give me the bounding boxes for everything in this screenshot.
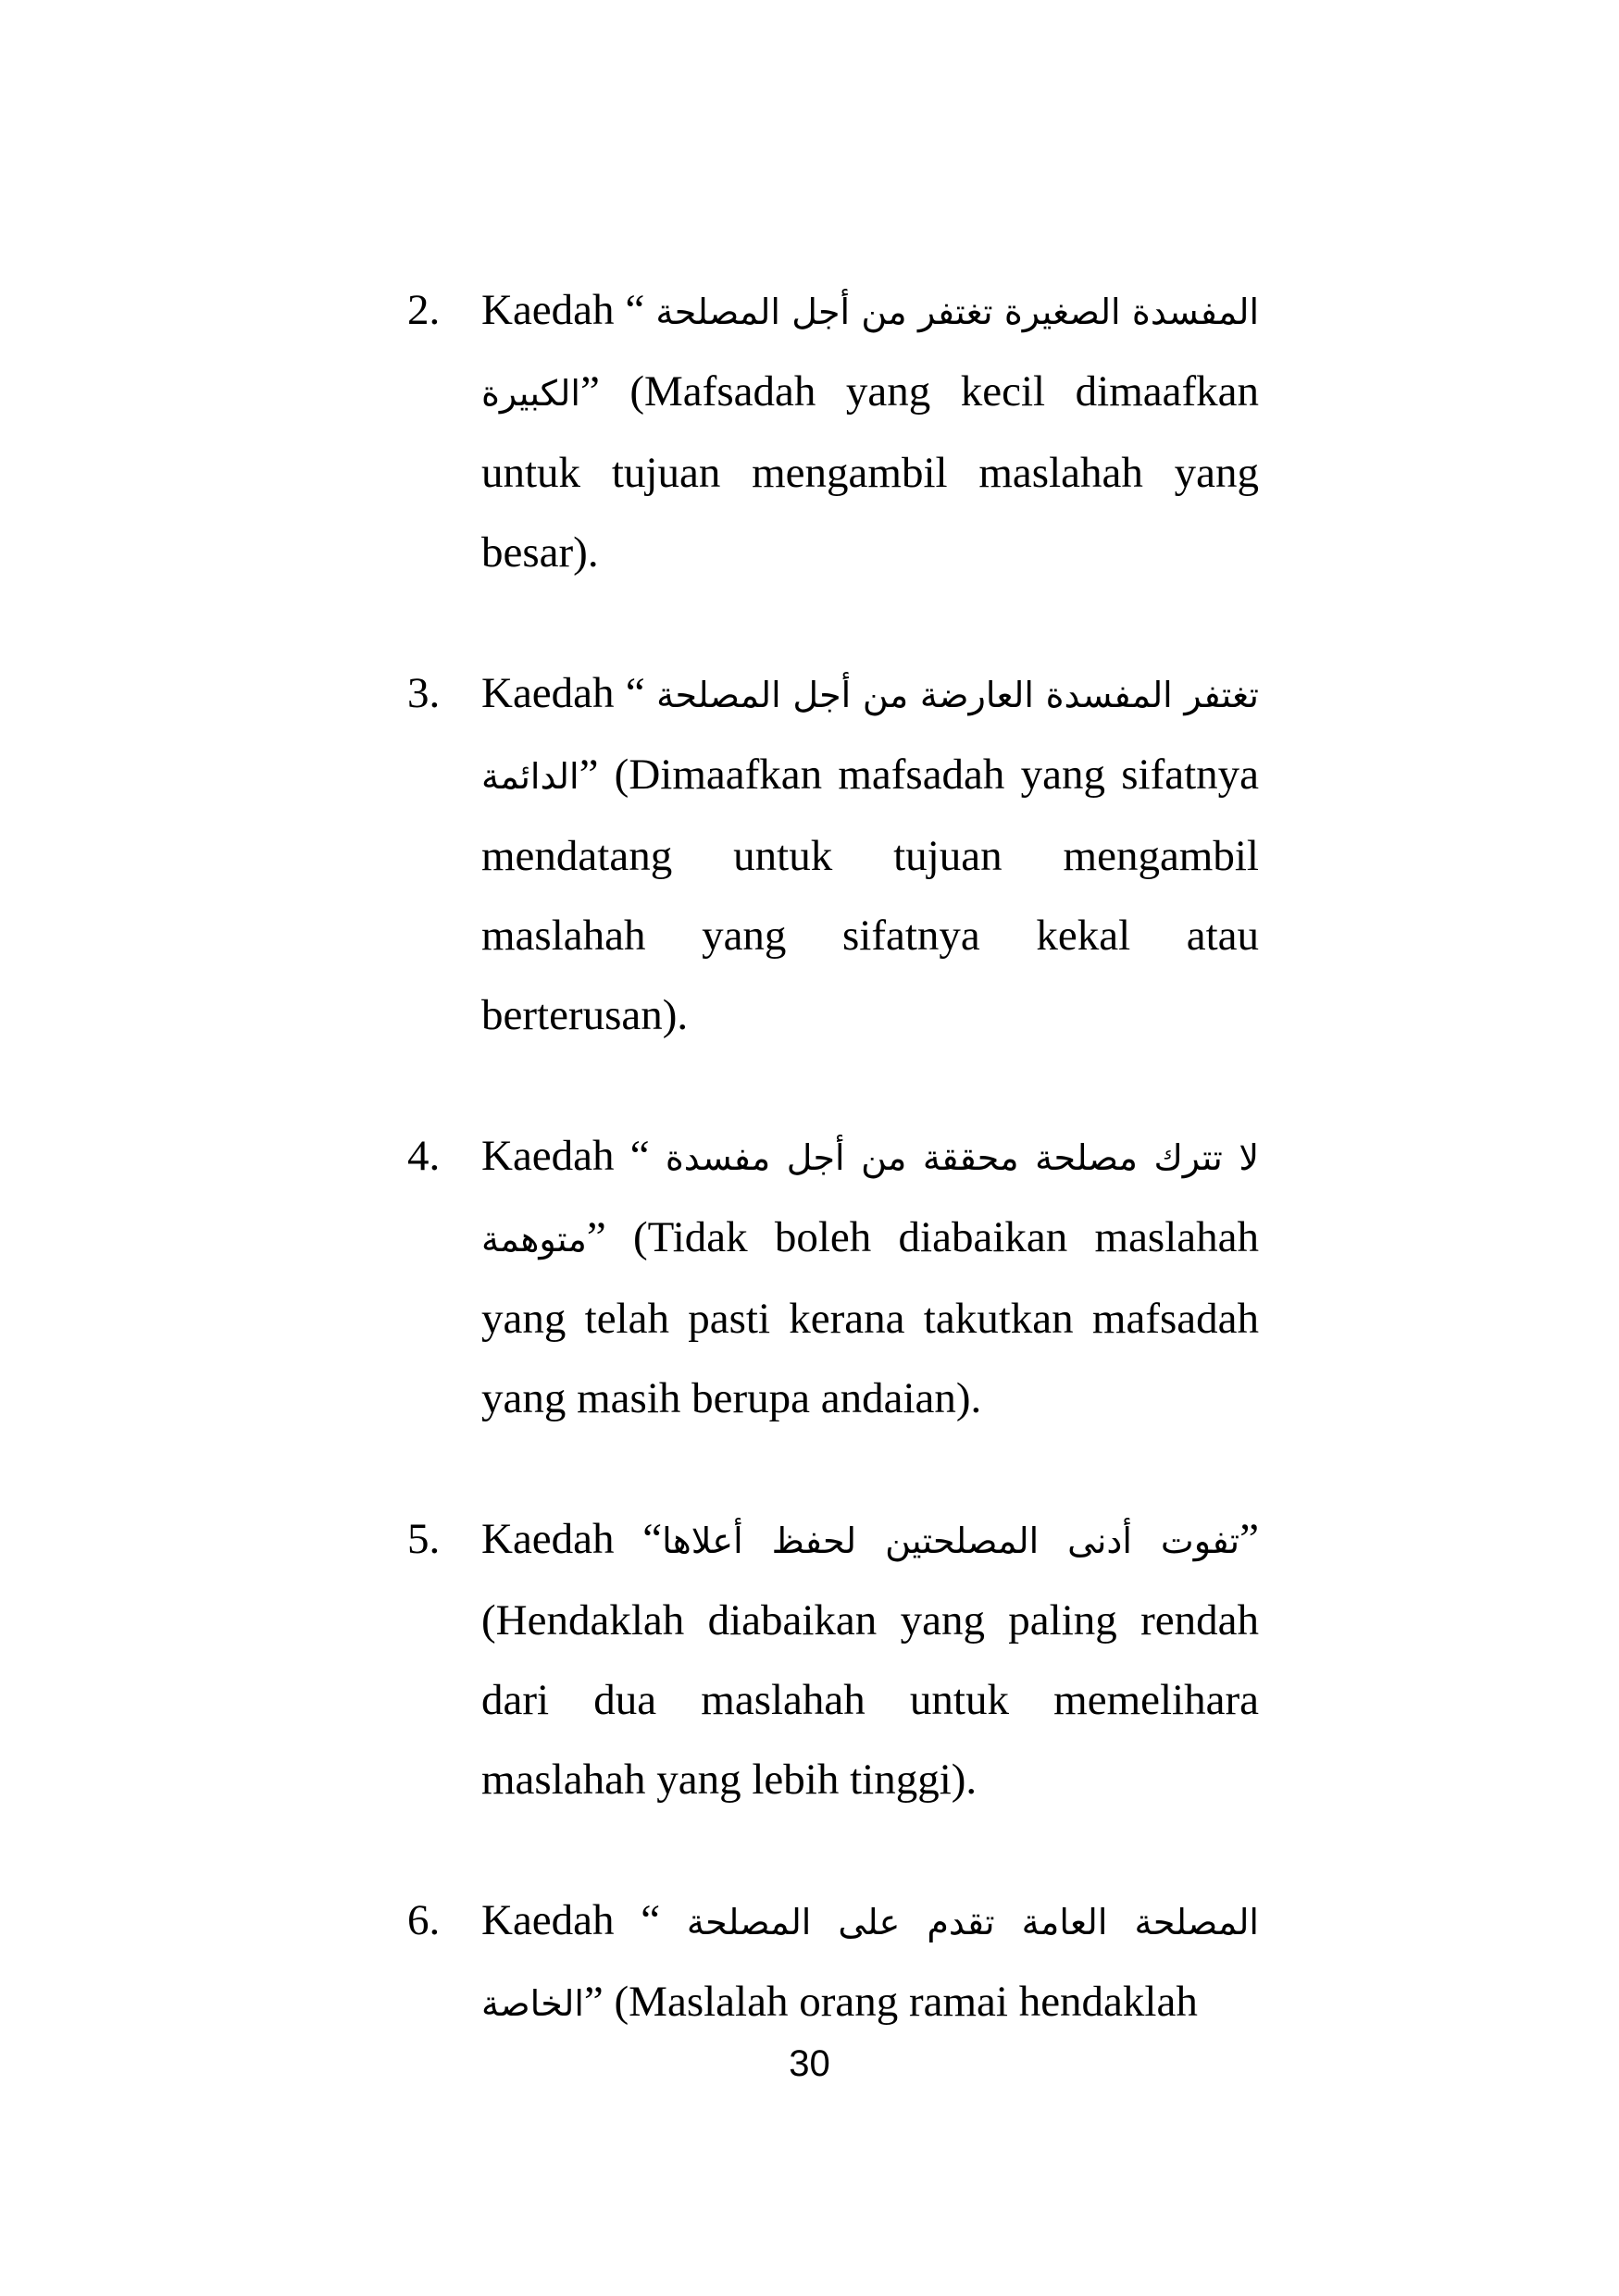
item-number: 6. (407, 1896, 441, 1944)
arabic-maxim: تفوت أدنى المصلحتين لحفظ أعلاها (662, 1520, 1240, 1561)
open-quote: “ (625, 669, 645, 717)
kaedah-label: Kaedah (481, 286, 615, 334)
open-quote: “ (642, 1515, 663, 1563)
open-quote: “ (625, 286, 645, 334)
kaedah-list (407, 270, 1259, 2104)
malay-translation: (Dimaafkan mafsadah yang sifatnya mendatang untuk tujuan mengambil maslahah yang sifatnya kekal atau berterusan). (481, 751, 1260, 1039)
kaedah-label: Kaedah (481, 1896, 615, 1944)
malay-translation: (Hendaklah diabaikan yang paling rendah dari dua maslahah untuk memelihara maslahah yang lebih tinggi). (481, 1596, 1259, 1804)
kaedah-label: Kaedah (481, 1132, 615, 1180)
list-item (407, 1499, 1259, 1819)
close-quote: ” (1239, 1515, 1259, 1563)
item-number: 2. (407, 286, 441, 334)
arabic-maxim: تغتفر المفسدة العارضة من أجل المصلحة الدائمة (481, 675, 1259, 797)
arabic-maxim: المصلحة العامة تقدم على المصلحة الخاصة (481, 1902, 1259, 2024)
malay-translation: (Mafsadah yang kecil dimaafkan untuk tujuan mengambil maslahah yang besar). (481, 367, 1260, 577)
kaedah-label: Kaedah (481, 1515, 615, 1563)
item-number: 5. (407, 1515, 441, 1563)
open-quote: “ (629, 1132, 650, 1180)
malay-translation: (Maslalah orang ramai hendaklah (614, 1978, 1198, 2026)
arabic-maxim: المفسدة الصغيرة تغتفر من أجل المصلحة الكبيرة (481, 292, 1259, 414)
page-number: 30 (789, 2043, 830, 2084)
list-item (407, 270, 1259, 592)
close-quote: ” (583, 1978, 604, 2026)
open-quote: “ (641, 1896, 661, 1944)
kaedah-label: Kaedah (481, 669, 615, 717)
arabic-maxim: لا تترك مصلحة محققة من أجل مفسدة متوهمة (481, 1137, 1260, 1260)
item-number: 4. (407, 1132, 441, 1180)
close-quote: ” (579, 751, 599, 799)
list-item (407, 1116, 1259, 1438)
close-quote: ” (579, 367, 600, 416)
list-item (407, 1880, 1259, 2043)
list-item (407, 653, 1259, 1055)
close-quote: ” (586, 1213, 606, 1261)
malay-translation: (Tidak boleh diabaikan maslahah yang telah pasti kerana takutkan mafsadah yang masih berupa andaian). (481, 1213, 1260, 1422)
item-number: 3. (407, 669, 441, 717)
